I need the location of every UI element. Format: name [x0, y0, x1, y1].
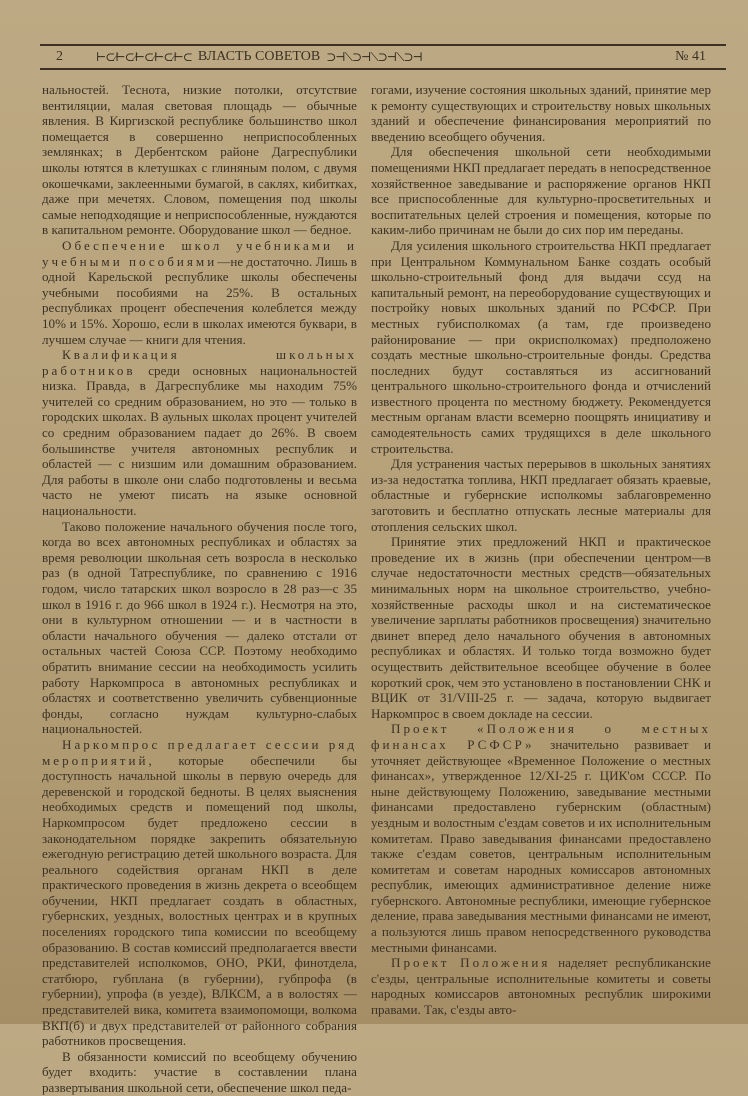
paragraph-text: Для усиления школьного строительства НКП предлагает при Центральном Коммунальном Банке создать особый школьно-строительный фонд для выдачи ссуд на капитальный ремонт, на переоборудование существующих и постройку новых школьных зданий по РСФСР. При местных губисполкомах (а там, где произведено районирование — при окрисполкомах) предположено создать местные школьно-строительные фонды. Средства последних будут составляться из ассигнований центрального школьно-строительного фонда и отчислений известного процента по местному бюджету. Рекомендуется местным органам власти всемерно поощрять инициативу и самодеятельность самих трудящихся в деле школьного строительства.: [371, 237, 711, 456]
paragraph-text: В обязанности комиссий по всеобщему обучению будет входить: участие в составлении плана развертывания школьной сети, обеспечение школ педа-: [42, 1048, 357, 1095]
paragraph-text: Принятие этих предложений НКП и практическое проведение их в жизнь (при обеспечении центром—в случае недостаточности местных средств—обязательных минимальных норм на школьное строительство, учебно-хозяйственные расходы школ и на систематическое увеличение зарплаты работников просвещения) значительно двинет вперед дело начального обучения в автономных республиках и областях. И только тогда возможно будет осуществить действительное всеобщее обучение в более короткий срок, чем это установлено в постановлении СНК и ВЦИК от 31/VIII-25 г. — задача, которую выдвигает Наркомпрос в своем докладе на сессии.: [371, 534, 711, 721]
masthead-title: ВЛАСТЬ СОВЕТОВ: [197, 49, 321, 64]
paragraph: [371, 238, 711, 456]
paragraph: [42, 1049, 357, 1096]
spaced-emphasis: Обеспечение школ учебниками и учебными пособиями: [42, 237, 357, 269]
paragraph: [42, 82, 357, 238]
paragraph-text: наделяет республиканские с'езды, центральные исполнительные комитеты и советы народных комиссаров автономных республик широкими правами. Так, с'езды авто-: [371, 955, 711, 1018]
paragraph: [371, 955, 711, 1017]
paragraph: [42, 347, 357, 519]
ornament-left-icon: ⊢⊂⁄⊢⊂⁄⊢⊂⁄⊢⊂⁄⊢⊂: [96, 49, 192, 64]
paragraph: [371, 534, 711, 721]
spaced-emphasis: Проект «Положения о местных финансах РСФСР»: [371, 721, 711, 752]
page-header: [40, 47, 726, 67]
spaced-emphasis: Проект Положения: [391, 955, 551, 971]
paragraph-text: среди основных национальностей низка. Правда, в Дагреспублике мы находим 75% учителей со средним образованием, но это — только в городских школах. В аульных школах процент учителей со средним образованием падает до 26%. В своем большинстве учителя автономных республик и областей — с низшим или домашним образованием. Для работы в школе они слабо подготовлены и весьма часто не умеют писать на языке основной национальности.: [42, 362, 357, 519]
spaced-emphasis: Квалификация школьных работников: [42, 347, 357, 378]
issue-number: № 41: [675, 49, 706, 64]
left-column: [42, 82, 357, 1096]
header-rule-top: [40, 44, 726, 46]
ornament-right-icon: ⊃⊣⟍⊃⊣⟍⊃⊣⟍⊃⊣: [326, 49, 422, 64]
paragraph: [371, 456, 711, 534]
paragraph: [42, 519, 357, 737]
page-number: 2: [56, 49, 63, 64]
paragraph: [371, 82, 711, 144]
header-rule-bottom: [40, 68, 726, 70]
paragraph-text: , которые обеспечили бы доступность начальной школы в первую очередь для деревенской и городской бедноты. В целях выяснения необходимых средств и помещений под школы, Наркомпросом будет предложено сессии в законодательном порядке закрепить обязательную ежегодную регистрацию детей школьного возраста. Для реального содействия органам НКП в деле практического проведения в жизнь декрета о всеобщем обучении, НКП предлагает создать в областных, губернских, уездных, волостных центрах и в крупных поселениях городского типа комиссии по всеобщему образованию. В состав комиссий предполагается ввести представителей исполкомов, ОНО, РКИ, финотдела, статбюро, губплана (в губернии), губпрофа (в губернии), упрофа (в уезде), ВЛКСМ, а в волостях — представителей вика, комитета взаимопомощи, волкома ВКП(б) и двух представителей от районного собрания работников просвещения.: [42, 752, 357, 1049]
paragraph-text: Для обеспечения школьной сети необходимыми помещениями НКП предлагает передать в непосредственное хозяйственное заведывание и распоряжение органов НКП все приспособленные для культурно-просветительных и воспитательных целей строения и помещения, которые по каким-либо причинам не были до сих пор им переданы.: [371, 144, 711, 238]
paragraph-text: нальностей. Теснота, низкие потолки, отсутствие вентиляции, малая световая площадь — обычные явления. В Киргизской республике большинство школ помещается в совершенно неприспособленных землянках; в Дербентском районе Дагреспублики школы ютятся в клетушках с глиняным полом, с двумя окошечками, заклеенными бумагой, в саклях, кибитках, даже при мечетях. Словом, помещения под школы самые неподходящие и неприспособленные, нуждаются в капитальном ремонте. Оборудование школ — бедное.: [42, 82, 357, 238]
paragraph-text: значительно развивает и уточняет действующее «Временное Положение о местных финансах», утвержденное 12/XI-25 г. ЦИК'ом СССР. По ныне действующему Положению, заведывание местными финансами предоставлено губернским (областным) уездным и волостным с'ездам советов и их исполнительным комитетам. Право заведывания финансами предоставлено также с'ездам советов, центральным исполнительным комитетам и советам народных комиссаров автономных республик, имеющих административное деление ниже губернского. Автономные республики, имеющие губернское деление, права заведывания местными финансами не имеют, а пользуются лишь правом непосредственного руководства местными финансами.: [371, 736, 711, 955]
paragraph: [42, 238, 357, 347]
paragraph: [371, 144, 711, 238]
paragraph-text: Таково положение начального обучения после того, когда во всех автономных республиках и областях за время революции школьная сеть возросла в несколько раз (в одной Татреспублике, по сравнению с 1916 годом, число татарских школ возросло в 28 раз—с 35 школ в 1916 г. до 966 школ в 1924 г.). Несмотря на это, они в культурном отношении — и в частности в области начального обучения — далеко отстали от остальных частей Союза ССР. Поэтому необходимо обратить внимание сессии на необходимость усилить работу Наркомпроса в автономных республиках и областях и соответственно увеличить субвенционные фонды, согласно нуждам культурно-слабых национальностей.: [42, 518, 357, 737]
paragraph: [371, 721, 711, 955]
paragraph: [42, 737, 357, 1049]
paragraph-text: гогами, изучение состояния школьных зданий, принятие мер к ремонту существующих и строительству новых школьных зданий и обеспечение финансирования мероприятий по введению всеобщего обучения.: [371, 82, 711, 144]
paragraph-text: —не достаточно. Лишь в одной Карельской республике школы обеспечены учебными пособиями на 25%. В остальных республиках процент обеспечения колеблется между 10% и 15%. Хорошо, если в школах имеются буквари, в лучшем случае — книги для чтения.: [42, 253, 357, 347]
right-column: [371, 82, 711, 1018]
paragraph-text: Для устранения частых перерывов в школьных занятиях из-за недостатка топлива, НКП предлагает обязать краевые, областные и губернские исполкомы заблаговременно заготовить и бесплатно отпускать лесные материалы для отопления сельских школ.: [371, 456, 711, 534]
spaced-emphasis: Наркомпрос предлагает сессии ряд мероприятий: [42, 736, 357, 768]
